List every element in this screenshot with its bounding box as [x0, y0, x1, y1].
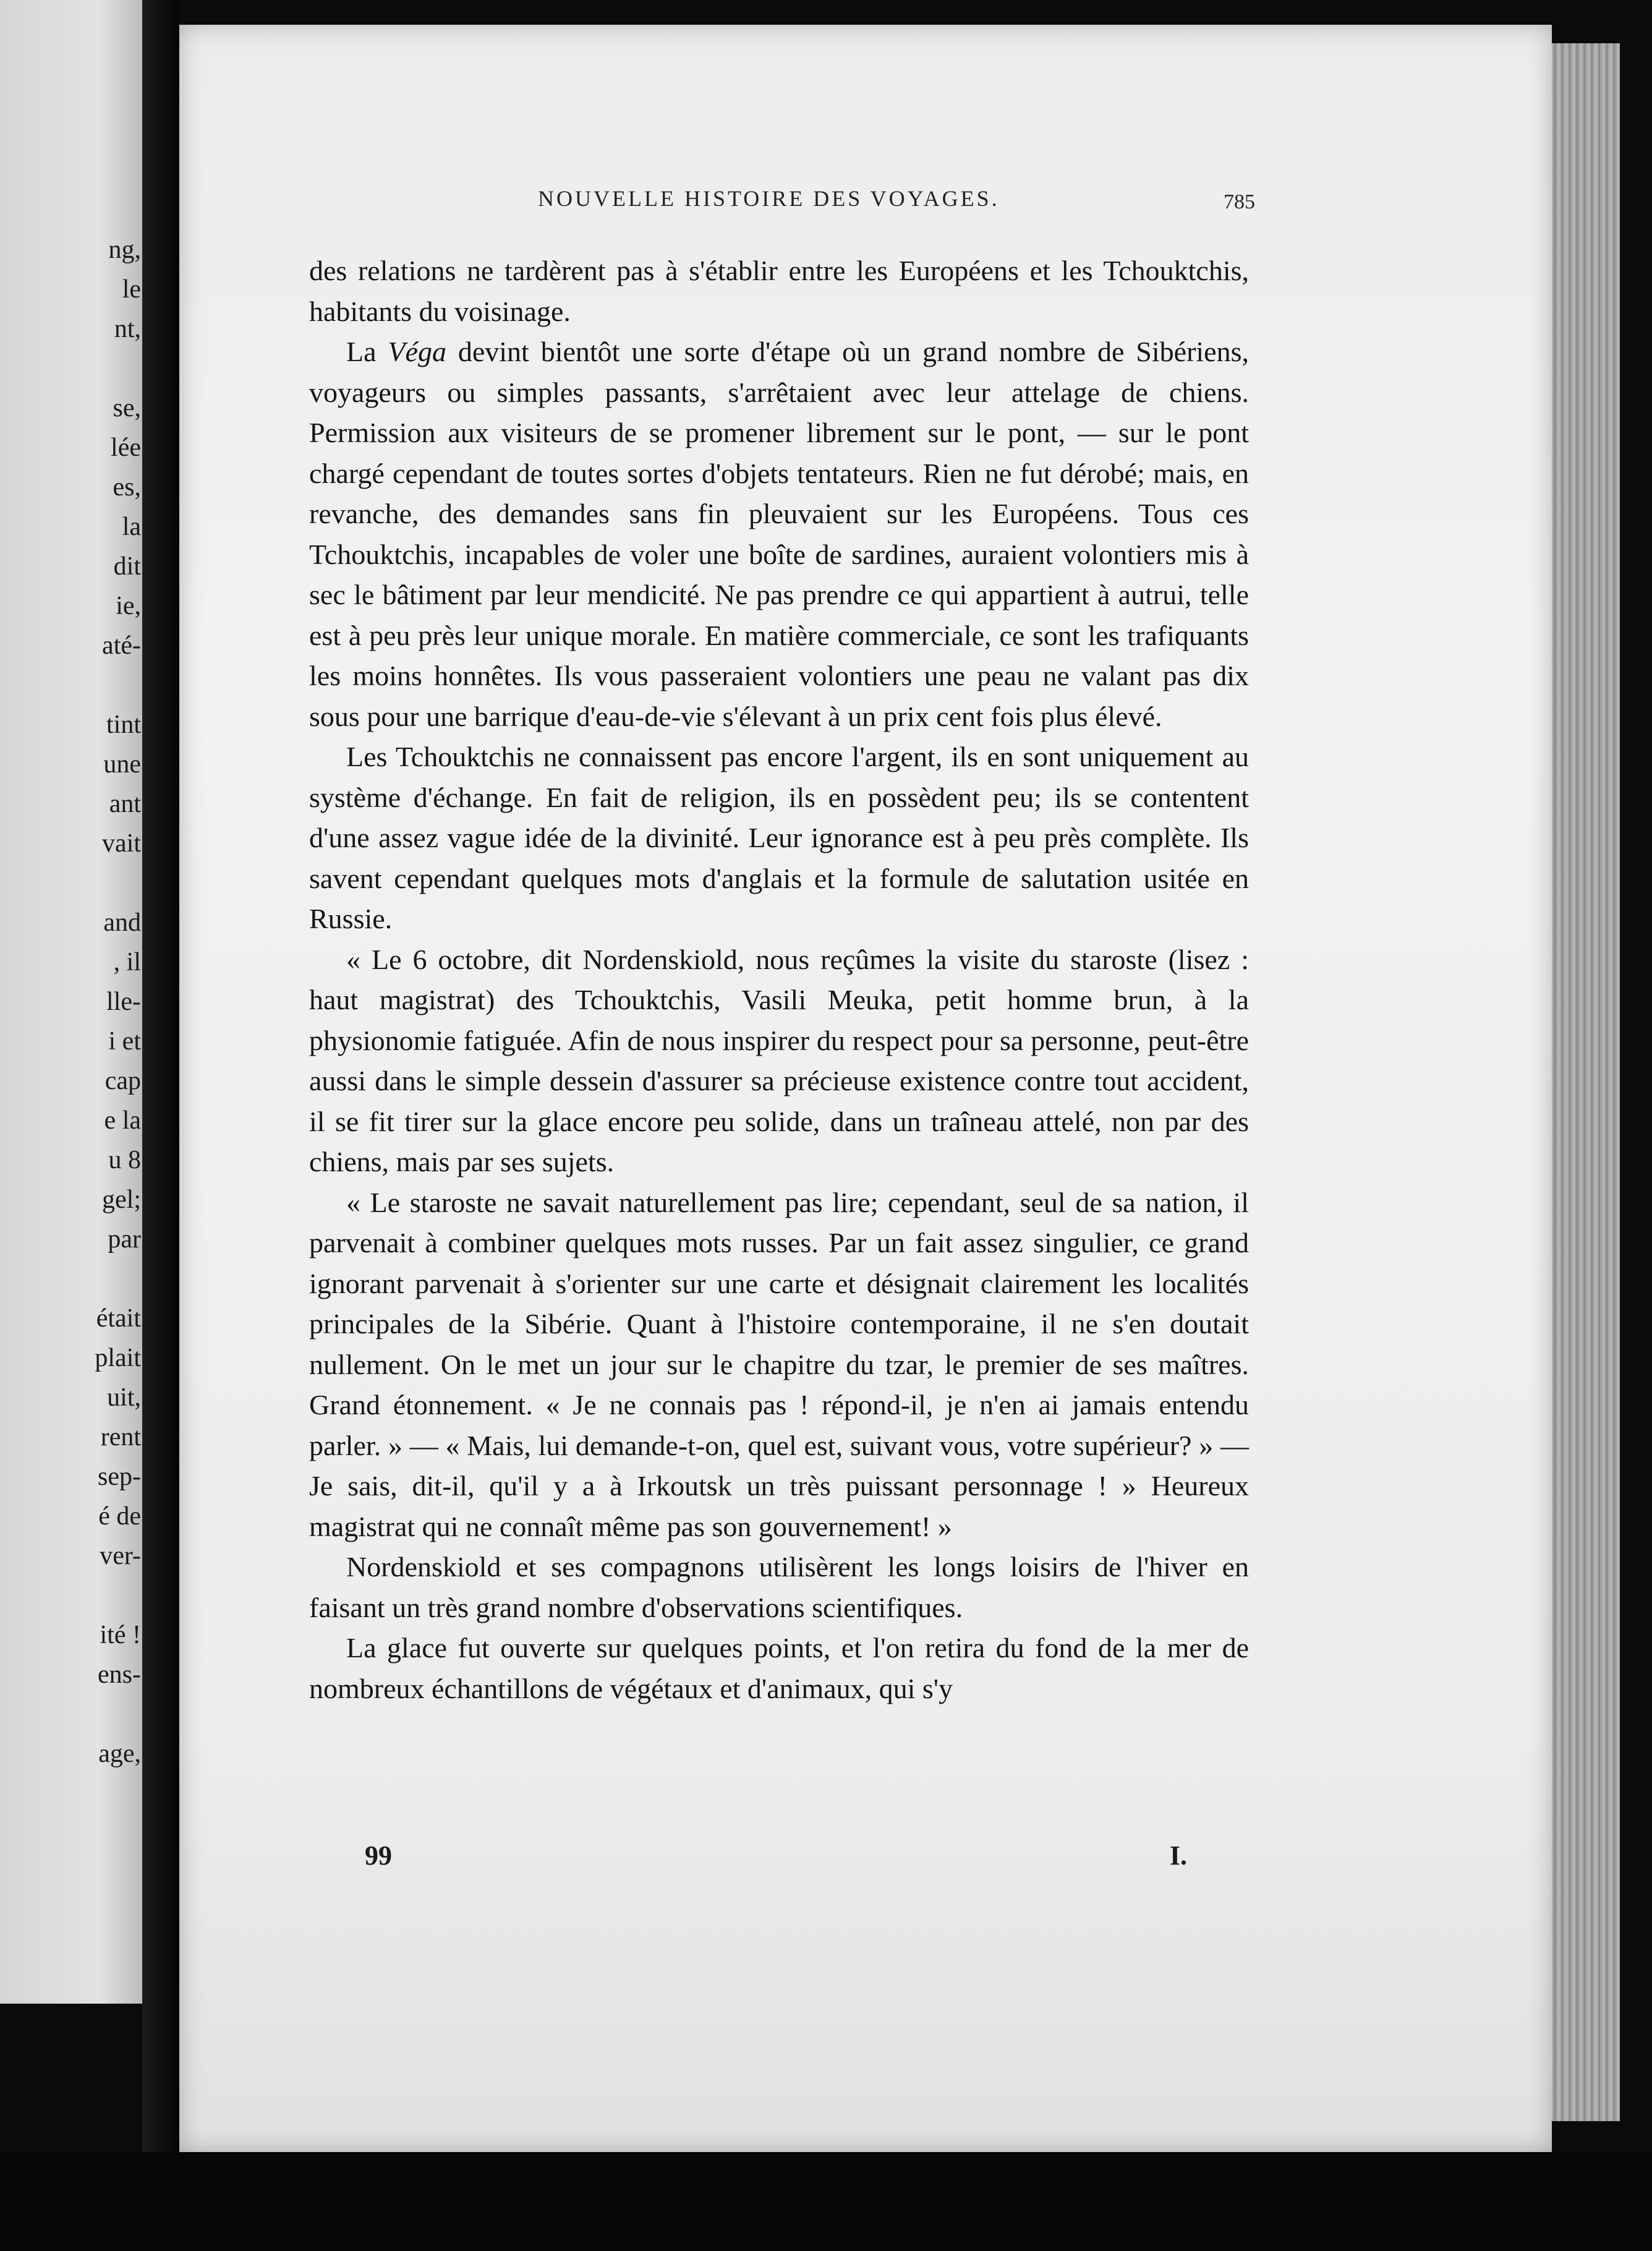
- left-page-fragment: tint: [106, 711, 141, 739]
- left-page-fragment: lle-: [106, 988, 141, 1016]
- left-page-fragment: dit: [113, 552, 141, 581]
- ship-name: Véga: [388, 336, 446, 367]
- left-page-fragment: ng,: [108, 236, 141, 264]
- left-page-fragment: vait: [102, 829, 141, 858]
- left-page-fragment: nt,: [114, 315, 141, 343]
- left-page-fragment: se,: [113, 394, 141, 422]
- left-page-fragment: rent: [100, 1423, 141, 1451]
- left-page-fragment: cap: [104, 1067, 141, 1095]
- body-text: [309, 250, 1249, 1709]
- left-page-fragment: ant: [109, 790, 141, 818]
- paragraph: La glace fut ouverte sur quelques points, et l'on retira du fond de la mer de nombreux échantillons de végétaux et d'animaux, qui s'y: [309, 1632, 1249, 1704]
- left-page-fragment: age,: [98, 1740, 141, 1768]
- left-page-fragment: le: [122, 275, 141, 304]
- left-page-fragment: gel;: [102, 1185, 141, 1214]
- left-page-fragment: la: [122, 513, 141, 541]
- paragraph: Les Tchouktchis ne connaissent pas encore l'argent, ils en sont uniquement au système d'échange. En fait de religion, ils en possèdent peu; ils se contentent d'une assez vague idée de la divinité. Leur ignorance est à peu près complète. Ils savent cependant quelques mots d'anglais et la formule de salutation usitée en Russie.: [309, 741, 1249, 934]
- left-page-edge: [0, 0, 142, 2004]
- left-page-fragment: ie,: [116, 592, 141, 620]
- paragraph: « Le 6 octobre, dit Nordenskiold, nous reçûmes la visite du staroste (lisez : haut magistrat) des Tchouktchis, Vasili Meuka, petit homme brun, à la physionomie fatiguée. Afin de nous inspirer du respect pour sa personne, peut-être aussi dans le simple dessein d'assurer sa précieuse existence contre tout accident, il se fit tirer sur la glace encore peu solide, dans un traîneau attelé, non par des chiens, mais par ses sujets.: [309, 943, 1249, 1177]
- left-page-fragment: até-: [102, 631, 141, 660]
- volume-mark: I.: [1169, 1840, 1187, 1871]
- left-page-fragment: es,: [113, 473, 141, 502]
- left-page-fragment: ité !: [100, 1621, 141, 1649]
- paragraph: des relations ne tardèrent pas à s'établir entre les Européens et les Tchouktchis, habitants du voisinage.: [309, 255, 1249, 327]
- running-header: [352, 186, 1255, 223]
- signature-mark: 99: [365, 1840, 392, 1871]
- left-page-fragment: ens-: [98, 1660, 141, 1689]
- running-header-title: NOUVELLE HISTOIRE DES VOYAGES.: [538, 186, 1000, 211]
- paragraph: « Le staroste ne savait naturellement pas lire; cependant, seul de sa nation, il parvenait à combiner quelques mots russes. Par un fait assez singulier, ce grand ignorant parvenait à s'orienter sur une carte et désignait clairement les localités principales de la Sibérie. Quant à l'histoire contemporaine, il ne s'en doutait nullement. On le met un jour sur le chapitre du tzar, le premier de ses maîtres. Grand étonnement. « Je ne connais pas ! répond-il, je n'en ai jamais entendu parler. » — « Mais, lui demande-t-on, quel est, suivant vous, votre supérieur? » — Je sais, dit-il, qu'il y a à Irkoutsk un très puissant personnage ! » Heureux magistrat qui ne connaît même pas son gouvernement! »: [309, 1186, 1249, 1542]
- left-page-fragment: était: [96, 1304, 141, 1333]
- scan-border: [0, 2152, 1652, 2251]
- book-gutter: [142, 0, 179, 2251]
- left-page-fragment: and: [103, 908, 141, 937]
- left-page-fragment: sep-: [98, 1463, 141, 1491]
- left-page-fragment: plait: [95, 1344, 141, 1372]
- left-page-fragment: uit,: [107, 1383, 141, 1412]
- left-page-fragment: e la: [104, 1106, 141, 1135]
- left-page-fragment: une: [103, 750, 141, 779]
- left-page-fragment: u 8: [108, 1146, 141, 1174]
- left-page-fragment: é de: [98, 1502, 141, 1531]
- paragraph: La Véga devint bientôt une sorte d'étape où un grand nombre de Sibériens, voyageurs ou simples passants, s'arrêtaient avec leur attelage de chiens. Permission aux visiteurs de se promener librement sur le pont, — sur le pont chargé cependant de toutes sortes d'objets tentateurs. Rien ne fut dérobé; mais, en revanche, des demandes sans fin pleuvaient sur les Européens. Tous ces Tchouktchis, incapables de voler une boîte de sardines, auraient volontiers mis à sec le bâtiment par leur mendicité. Ne pas prendre ce qui appartient à autrui, telle est à peu près leur unique morale. En matière commerciale, ce sont les trafiquants les moins honnêtes. Ils vous passeraient volontiers une peau ne valant pas dix sous pour une barrique d'eau-de-vie s'élevant à un prix cent fois plus élevé.: [309, 336, 1250, 732]
- left-page-fragment: i et: [108, 1027, 141, 1056]
- left-page-fragment: lée: [111, 434, 141, 462]
- page-footer: [309, 1840, 1187, 1877]
- page-number: 785: [1224, 190, 1255, 213]
- left-page-fragment: par: [108, 1225, 141, 1254]
- left-page-fragment: , il: [113, 948, 141, 976]
- paragraph: Nordenskiold et ses compagnons utilisèrent les longs loisirs de l'hiver en faisant un très grand nombre d'observations scientifiques.: [309, 1551, 1249, 1623]
- left-page-fragment: ver-: [100, 1542, 141, 1570]
